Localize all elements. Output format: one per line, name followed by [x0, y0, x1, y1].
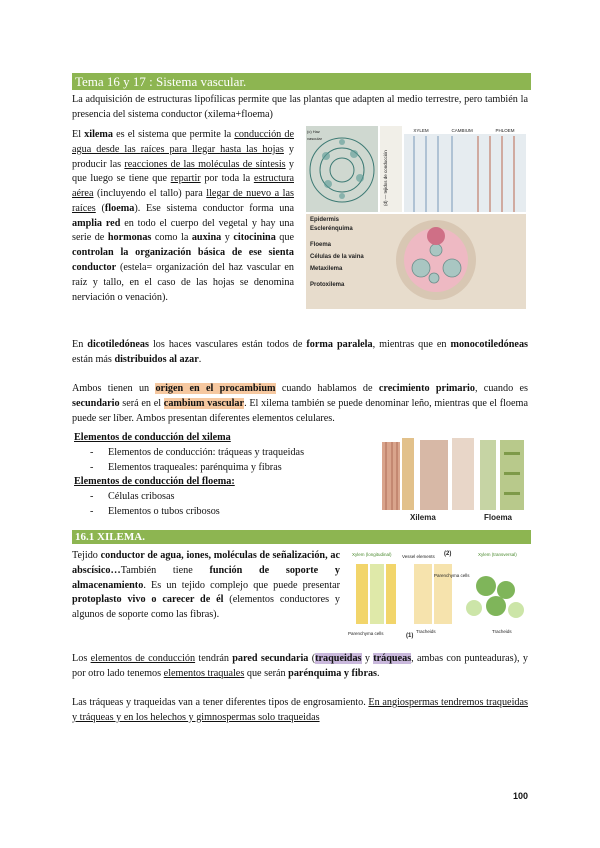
sclerenchyma-label: Esclerénquima — [310, 226, 353, 232]
xilema-figure-label: Xilema — [410, 513, 436, 522]
tracheids-label-right: Tracheids — [492, 629, 512, 634]
floema-list — [74, 490, 364, 520]
section-heading: 16.1 XILEMA. — [72, 530, 531, 544]
xylem-longitudinal-label: Xylem (longitudinal) — [352, 552, 392, 557]
xylem-transversal-label: Xylem (transversal) — [478, 552, 517, 557]
phloem-label: Floema — [310, 242, 332, 248]
conduction-elements-lists — [74, 431, 364, 520]
floema-list-heading: Elementos de conducción del floema: — [74, 476, 235, 488]
engrosamiento-paragraph: Las tráqueas y traqueidas van a tener diferentes tipos de engrosamiento. En angiospermas tendremos traqueidas y tráqueas y en los helechos y gimnospermas solo traqueidas — [72, 697, 528, 723]
metaxylem-label: Metaxilema — [310, 266, 343, 272]
xilema-definition: El xilema es el sistema que permite la conducción de agua desde las raíces para llegar hasta las hojas y producir las reacciones de las moléculas de síntesis y que luego se tiene que repartir por toda la estructura aérea (incluyendo el tallo) para llegar de nuevo a las raíces (floema). Ese sistema conductor forma una amplia red en todo el cuerpo del vegetal y hay una serie de hormonas como la auxina y citocinina que controlan la organización básica de ese sienta conductor (estela= organización del haz vascular en raíz y tallo, en el caso de las hojas se denomina nerviación o venación). — [72, 129, 294, 303]
list-item: - Elementos traqueales: parénquima y fibras — [74, 461, 364, 476]
floema-figure-label: Floema — [484, 513, 513, 522]
conduction-tissue-side-label: (d) — tejidos de conducción — [383, 150, 388, 206]
phloem-top-label: PHLOEM — [495, 128, 515, 133]
cell-types-figure — [380, 432, 528, 526]
vascular-bundle-label: (c) Haz vascular — [307, 129, 322, 141]
list-item: - Elementos o tubos cribosos — [74, 505, 364, 520]
list-item: - Células cribosas — [74, 490, 364, 505]
list-item: - Elementos de conducción: tráqueas y traqueidas — [74, 446, 364, 461]
page-title: Tema 16 y 17 : Sistema vascular. — [72, 73, 531, 90]
origin-paragraph: Ambos tienen un origen en el procambium cuando hablamos de crecimiento primario, cuando es secundario será en el cambium vascular. El xilema también se puede denominar leño, mientras que el floema puede ser líber. Ambos presentan diferentes elementos celulares. — [72, 383, 529, 424]
parenchyma-cells-label-lower: Parenchyma cells — [348, 631, 384, 636]
page-number: 100 — [512, 791, 528, 801]
tracheids-label-center: Tracheids — [416, 629, 436, 634]
parenchyma-cells-label-upper: Parenchyma cells — [434, 573, 470, 578]
xylem-top-label: XYLEM — [413, 128, 429, 133]
elementos-paragraph: Los elementos de conducción tendrán pared secundaria (traqueidas y tráqueas, ambas con punteaduras), y por otro lado tenemos elementos traquales que serán parénquima y fibras. — [72, 653, 528, 679]
diagram-number-2: (2) — [444, 551, 452, 557]
xilema-list-heading: Elementos de conducción del xilema — [74, 432, 231, 443]
tejido-paragraph: Tejido conductor de agua, iones, moléculas de señalización, ac abscísico…También tiene función de soporte y almacenamiento. Es un tejido complejo que puede presentar protoplasto vivo o carecer de él (elementos conductores y algunos de soporte como las fibras). — [72, 550, 341, 621]
vessel-elements-label: Vessel elements — [402, 554, 435, 559]
epidermis-label: Epidermis — [310, 217, 340, 223]
protoxylem-label: Protoxilema — [310, 282, 345, 288]
cambium-top-label: CAMBIUM — [451, 128, 473, 133]
xilema-list — [74, 446, 364, 476]
diagram-number-1: (1) — [406, 633, 414, 639]
dicot-paragraph: En dicotiledóneas los haces vasculares están todos de forma paralela, mientras que en monocotiledóneas están más distribuidos al azar. — [72, 339, 529, 365]
sheath-cells-label: Células de la vaina — [310, 254, 364, 260]
xylem-diagram-figure — [346, 550, 528, 642]
vascular-tissue-figure — [306, 126, 526, 309]
intro-paragraph: La adquisición de estructuras lipofílicas permite que las plantas que adapten al medio terrestre, pero también la presencia del sistema conductor (xilema+floema) — [72, 94, 528, 120]
